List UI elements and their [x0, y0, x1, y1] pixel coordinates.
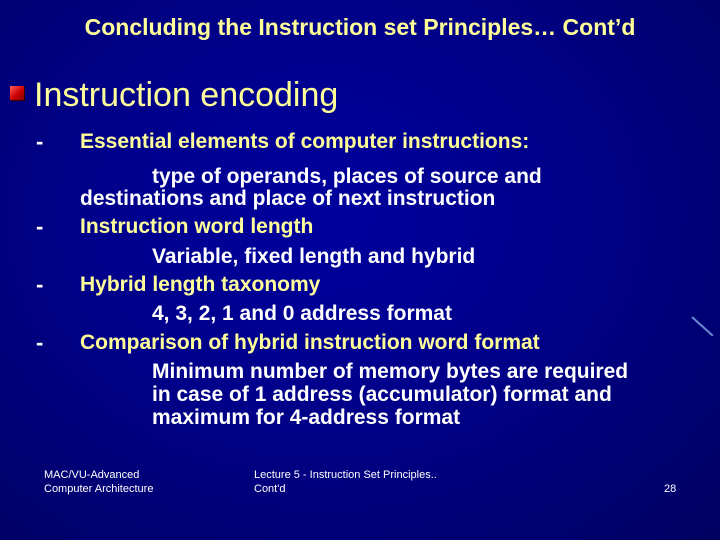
item-detail-line: Minimum number of memory bytes are required — [152, 360, 629, 383]
slide-title: Concluding the Instruction set Principles… Cont’d — [84, 14, 636, 40]
decorative-line — [691, 316, 713, 336]
footer-lecture-line: Lecture 5 - Instruction Set Principles.. — [254, 469, 437, 481]
item-label: Essential elements of computer instructions: — [80, 130, 530, 153]
item-label: Hybrid length taxonomy — [80, 273, 321, 296]
dash-marker: - — [36, 214, 44, 239]
item-detail-line: maximum for 4-address format — [152, 406, 461, 429]
item-detail-line: 4, 3, 2, 1 and 0 address format — [152, 302, 452, 325]
item-detail-line: destinations and place of next instruction — [80, 187, 496, 210]
section-heading: Instruction encoding — [34, 76, 339, 114]
dash-marker: - — [36, 272, 44, 297]
item-detail-line: Variable, fixed length and hybrid — [152, 245, 476, 268]
footer-course-line: MAC/VU-Advanced — [44, 469, 140, 481]
square-bullet-icon — [10, 86, 24, 100]
footer-lecture-line: Cont'd — [254, 483, 286, 495]
footer-course — [44, 468, 153, 496]
item-label: Comparison of hybrid instruction word format — [80, 331, 540, 354]
item-detail-line: in case of 1 address (accumulator) format and — [152, 383, 612, 406]
dash-marker: - — [36, 129, 44, 154]
page-number: 28 — [664, 483, 677, 495]
footer-course-line: Computer Architecture — [44, 483, 154, 495]
item-detail-line: type of operands, places of source and — [152, 165, 542, 188]
item-label: Instruction word length — [80, 215, 314, 238]
footer-lecture — [254, 468, 437, 496]
dash-marker: - — [36, 330, 44, 355]
